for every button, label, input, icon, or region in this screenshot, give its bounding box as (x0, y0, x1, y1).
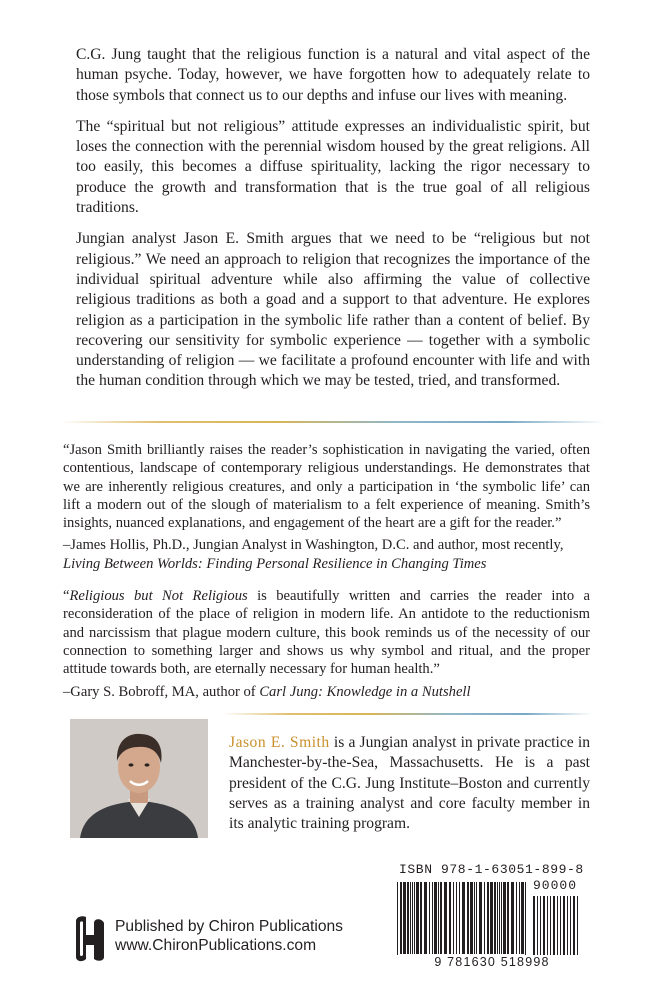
endorsement-2-title: Religious but Not Religious (69, 588, 248, 605)
endorsement-2-book: Carl Jung: Knowledge in a Nutshell (259, 683, 471, 700)
barcode-number: 9 781630 518998 (393, 955, 591, 969)
description-paragraph-2: The “spiritual but not religious” attitude expresses an individualistic spirit, but loses the connection with the perennial wisdom housed by the great religions. All too easily, this becomes a diffuse spirituality, lacking the rigor necessary to produce the growth and transformation that is the true goal of all religious traditions. (76, 117, 590, 217)
endorsement-1-attribution (63, 536, 590, 573)
book-description (76, 45, 590, 403)
endorsement-1-book: Living Between Worlds: Finding Personal Resilience in Changing Times (63, 555, 487, 572)
chiron-logo-icon (72, 915, 108, 963)
barcode (393, 862, 591, 969)
barcode-price-code: 90000 (533, 878, 578, 893)
author-bio-text: is a Jungian analyst in private practice in Manchester-by-the-Sea, Massachusetts. He is a past president of the C.G. Jung Institute–Boston and currently serves as a training analyst and core faculty member in its analytic training program. (229, 734, 590, 833)
endorsement-1-text: “Jason Smith brilliantly raises the reader’s sophistication in navigating the varied, often contentious, landscape of contemporary religious understandings. He demonstrates that we are inherently religious creatures, and only a participation in ‘the symbolic life’ can lift a modern out of the slough of materialism to a felt experience of meaning. Smith’s insights, nuanced explanations, and engagement of the heart are a gift for the reader.” (63, 442, 590, 532)
publisher-website[interactable]: www.ChironPublications.com (115, 937, 317, 954)
description-paragraph-3: Jungian analyst Jason E. Smith argues that we need to be “religious but not religious.” We need an approach to religion that recognizes the importance of the individual spiritual adventure while also affirming the value of collective religious traditions as both a goad and a support to that adventure. He explores religion as a participation in the symbolic life rather than a content of belief. By recovering our sensitivity for symbolic experience –– together with a symbolic understanding of religion –– we facilitate a profound encounter with life and with the human condition through which we may be tested, tried, and transformed. (76, 230, 590, 390)
endorsement-2-body: is beautifully written and carries the reader into a reconsideration of the place of religion in modern life. An antidote to the reductionism and narcissism that plague modern culture, this book reminds us of the necessity of our connection to something larger and shows us why symbol and ritual, and the proper attitude towards both, are eternally necessary for human health.” (63, 588, 591, 678)
isbn-label: ISBN 978-1-63051-899-8 (399, 862, 584, 877)
section-divider (60, 421, 605, 423)
endorsement-2-text (63, 587, 590, 678)
endorsement-2-author: –Gary S. Bobroff, MA, author of (63, 683, 260, 700)
description-paragraph-1: C.G. Jung taught that the religious function is a natural and vital aspect of the human psyche. Today, however, we have forgotten how to adequately relate to those symbols that connect us to our depths and infuse our lives with meaning. (76, 46, 590, 104)
publisher-text (115, 917, 415, 955)
author-portrait-illustration (70, 719, 208, 838)
endorsement-2-attribution (63, 683, 590, 701)
publisher-name: Published by Chiron Publications (115, 918, 343, 935)
endorsement-1-author: –James Hollis, Ph.D., Jungian Analyst in Washington, D.C. and author, most recently, (63, 537, 564, 554)
endorsements (63, 441, 590, 715)
author-bio (229, 733, 590, 834)
endorsement-2-open-quote: “ (63, 588, 70, 605)
author-photo (70, 719, 208, 838)
author-name: Jason E. Smith (229, 734, 330, 751)
bio-divider (222, 713, 592, 715)
